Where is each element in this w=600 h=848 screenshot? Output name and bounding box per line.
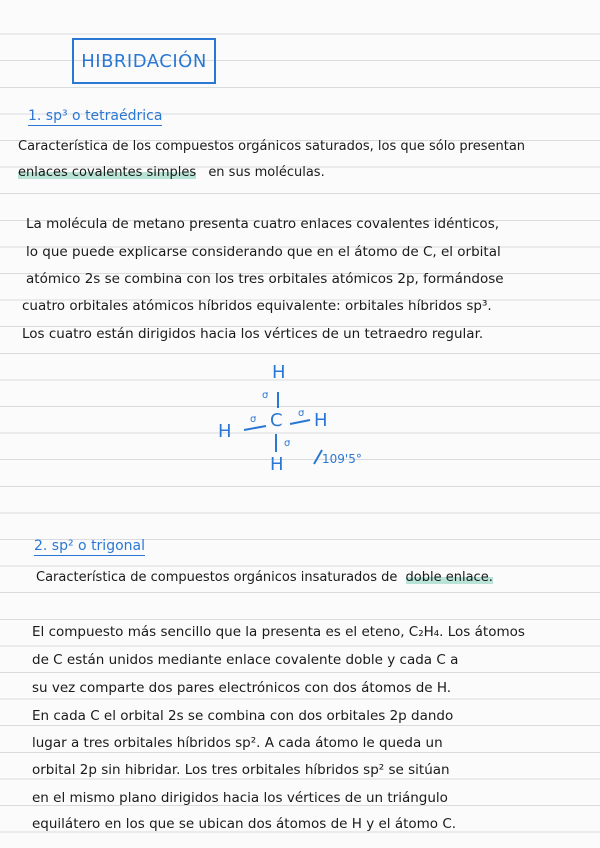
section2-intro	[36, 570, 493, 585]
section2-intro-text: Característica de compuestos orgánicos insaturados de	[36, 570, 398, 585]
section2-para-line-2: de C están unidos mediante enlace covalente doble y cada C a	[32, 652, 459, 668]
section1-para-line-2: lo que puede explicarse considerando que en el átomo de C, el orbital	[26, 244, 501, 260]
section1-line-2	[18, 165, 325, 180]
section2-para-line-8: equilátero en los que se ubican dos átomos de H y el átomo C.	[32, 816, 457, 832]
section2-para-line-1: El compuesto más sencillo que la presenta es el eteno, C₂H₄. Los átomos	[32, 624, 525, 640]
sigma-top: σ	[262, 390, 269, 401]
atom-h-left: H	[218, 421, 232, 442]
section1-para-line-5: Los cuatro están dirigidos hacia los vértices de un tetraedro regular.	[22, 326, 484, 342]
sigma-left: σ	[250, 414, 257, 425]
bond-angle: 109'5°	[322, 452, 362, 466]
methane-diagram	[210, 360, 370, 480]
sigma-bottom: σ	[284, 438, 291, 449]
page-title: HIBRIDACIÓN	[81, 50, 207, 72]
atom-h-bottom: H	[270, 454, 284, 475]
section2-para-line-6: orbital 2p sin hibridar. Los tres orbitales híbridos sp² se sitúan	[32, 762, 450, 778]
section1-para-line-4: cuatro orbitales atómicos híbridos equivalente: orbitales híbridos sp³.	[22, 298, 492, 314]
section1-heading: 1. sp³ o tetraédrica	[28, 108, 163, 124]
section1-para-line-3: atómico 2s se combina con los tres orbitales atómicos 2p, formándose	[26, 271, 504, 287]
bond-right	[290, 420, 310, 424]
atom-c-center: C	[270, 410, 283, 431]
highlight-double-bond: doble enlace.	[405, 570, 493, 585]
atom-h-right: H	[314, 410, 328, 431]
section2-para-line-4: En cada C el orbital 2s se combina con dos orbitales 2p dando	[32, 708, 454, 724]
sigma-right: σ	[298, 408, 305, 419]
bond-left	[244, 426, 266, 430]
title-box	[72, 38, 216, 84]
section2-para-line-3: su vez comparte dos pares electrónicos con dos átomos de H.	[32, 680, 452, 696]
section2-para-line-7: en el mismo plano dirigidos hacia los vértices de un triángulo	[32, 790, 448, 806]
angle-mark	[314, 450, 322, 464]
section1-line-1: Característica de los compuestos orgánicos saturados, los que sólo presentan	[18, 139, 526, 154]
section2-heading: 2. sp² o trigonal	[34, 538, 145, 554]
section1-para-line-1: La molécula de metano presenta cuatro enlaces covalentes idénticos,	[26, 216, 500, 232]
atom-h-top: H	[272, 362, 286, 383]
highlight-simple-bonds: enlaces covalentes simples	[18, 165, 197, 180]
section2-para-line-5: lugar a tres orbitales híbridos sp². A cada átomo le queda un	[32, 735, 443, 751]
section1-line-2-rest: en sus moléculas.	[208, 165, 325, 180]
